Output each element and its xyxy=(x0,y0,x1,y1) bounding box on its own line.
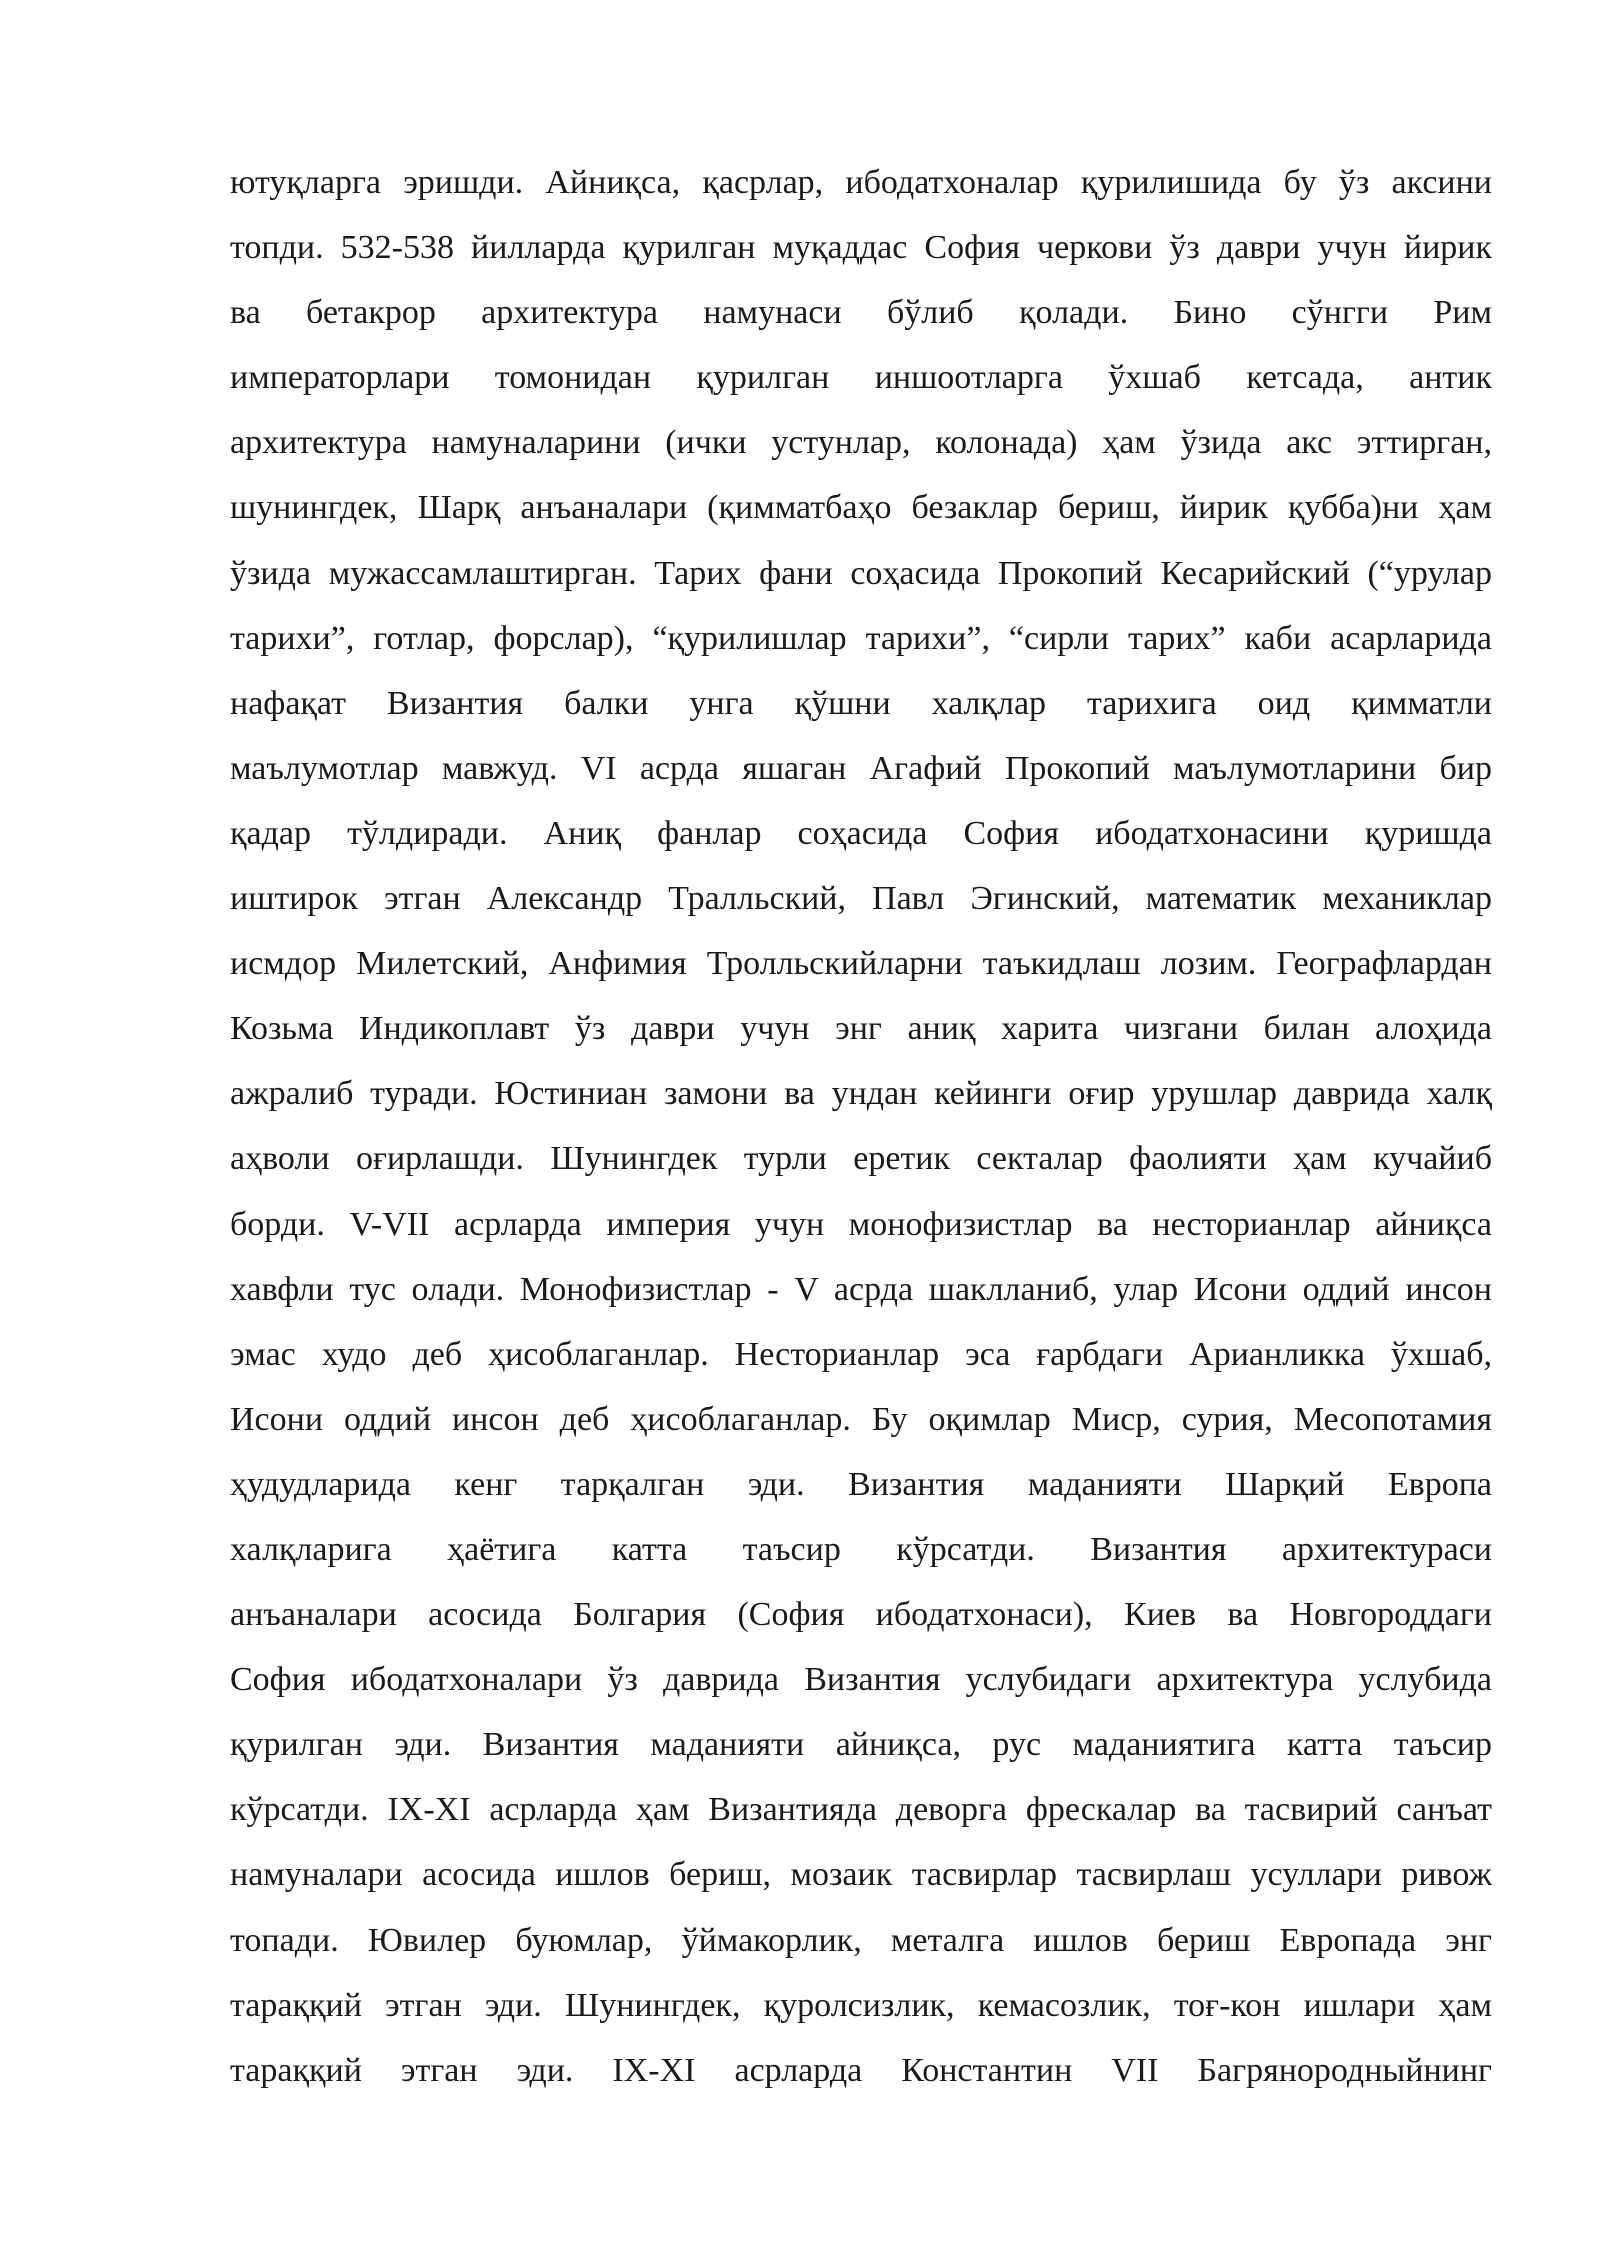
text-line: ҳудудларида кенг тарқалган эди. Византия маданияти Шарқий Европа xyxy=(230,1465,1492,1503)
text-line: борди. V-VII асрларда империя учун монофизистлар ва несторианлар айниқса xyxy=(230,1205,1492,1243)
body-text xyxy=(230,150,1492,2103)
text-line: тараққий этган эди. Шунингдек, қуролсизлик, кемасозлик, тоғ-кон ишлари ҳам xyxy=(230,1986,1492,2024)
text-line: топди. 532-538 йилларда қурилган муқаддас София черкови ўз даври учун йирик xyxy=(230,229,1492,267)
text-line: топади. Ювилер буюмлар, ўймакорлик, металга ишлов бериш Европада энг xyxy=(230,1921,1492,1959)
text-line: София ибодатхоналари ўз даврида Византия услубидаги архитектура услубида xyxy=(230,1661,1492,1699)
text-line: нафақат Византия балки унга қўшни халқлар тарихига оид қимматли xyxy=(230,684,1492,722)
text-line: Исони оддий инсон деб ҳисоблаганлар. Бу оқимлар Миср, сурия, Месопотамия xyxy=(230,1400,1492,1438)
text-line: иштирок этган Александр Тралльский, Павл Эгинский, математик механиклар xyxy=(230,880,1492,918)
text-line: тарихи”, готлар, форслар), “қурилишлар тарихи”, “сирли тарих” каби асарларида xyxy=(230,619,1492,657)
text-line: кўрсатди. IX-XI асрларда ҳам Византияда деворга фрескалар ва тасвирий санъат xyxy=(230,1791,1492,1829)
text-line: анъаналари асосида Болгария (София ибодатхонаси), Киев ва Новгороддаги xyxy=(230,1596,1492,1634)
text-line: шунингдек, Шарқ анъаналари (қимматбаҳо безаклар бериш, йирик қубба)ни ҳам xyxy=(230,489,1492,527)
text-line: аҳволи оғирлашди. Шунингдек турли еретик секталар фаолияти ҳам кучайиб xyxy=(230,1140,1492,1178)
text-line: ва бетакрор архитектура намунаси бўлиб қолади. Бино сўнгги Рим xyxy=(230,294,1492,332)
text-line: намуналари асосида ишлов бериш, мозаик тасвирлар тасвирлаш усуллари ривож xyxy=(230,1856,1492,1894)
text-line: ажралиб туради. Юстиниан замони ва ундан кейинги оғир урушлар даврида халқ xyxy=(230,1075,1492,1113)
text-line: маълумотлар мавжуд. VI асрда яшаган Агафий Прокопий маълумотларини бир xyxy=(230,749,1492,787)
text-line: хавфли тус олади. Монофизистлар - V асрда шаклланиб, улар Исони оддий инсон xyxy=(230,1270,1492,1308)
text-line: ўзида мужассамлаштирган. Тарих фани соҳасида Прокопий Кесарийский (“урулар xyxy=(230,554,1492,592)
text-line: архитектура намуналарини (ички устунлар, колонада) ҳам ўзида акс эттирган, xyxy=(230,424,1492,462)
text-line: тараққий этган эди. IX-XI асрларда Константин VII Багрянородныйнинг xyxy=(230,2051,1492,2089)
text-line: қадар тўлдиради. Аниқ фанлар соҳасида София ибодатхонасини қуришда xyxy=(230,814,1492,852)
text-line: Козьма Индикоплавт ўз даври учун энг аниқ харита чизгани билан алоҳида xyxy=(230,1010,1492,1048)
text-line: исмдор Милетский, Анфимия Тролльскийларни таъкидлаш лозим. Географлардан xyxy=(230,945,1492,983)
text-line: эмас худо деб ҳисоблаганлар. Несторианлар эса ғарбдаги Арианликка ўхшаб, xyxy=(230,1335,1492,1373)
text-line: ютуқларга эришди. Айниқса, қасрлар, ибодатхоналар қурилишида бу ўз аксини xyxy=(230,164,1492,201)
text-line: қурилган эди. Византия маданияти айниқса, рус маданиятига катта таъсир xyxy=(230,1726,1492,1764)
text-line: халқларига ҳаётига катта таъсир кўрсатди. Византия архитектураси xyxy=(230,1530,1492,1568)
text-line: императорлари томонидан қурилган иншоотларга ўхшаб кетсада, антик xyxy=(230,359,1492,397)
